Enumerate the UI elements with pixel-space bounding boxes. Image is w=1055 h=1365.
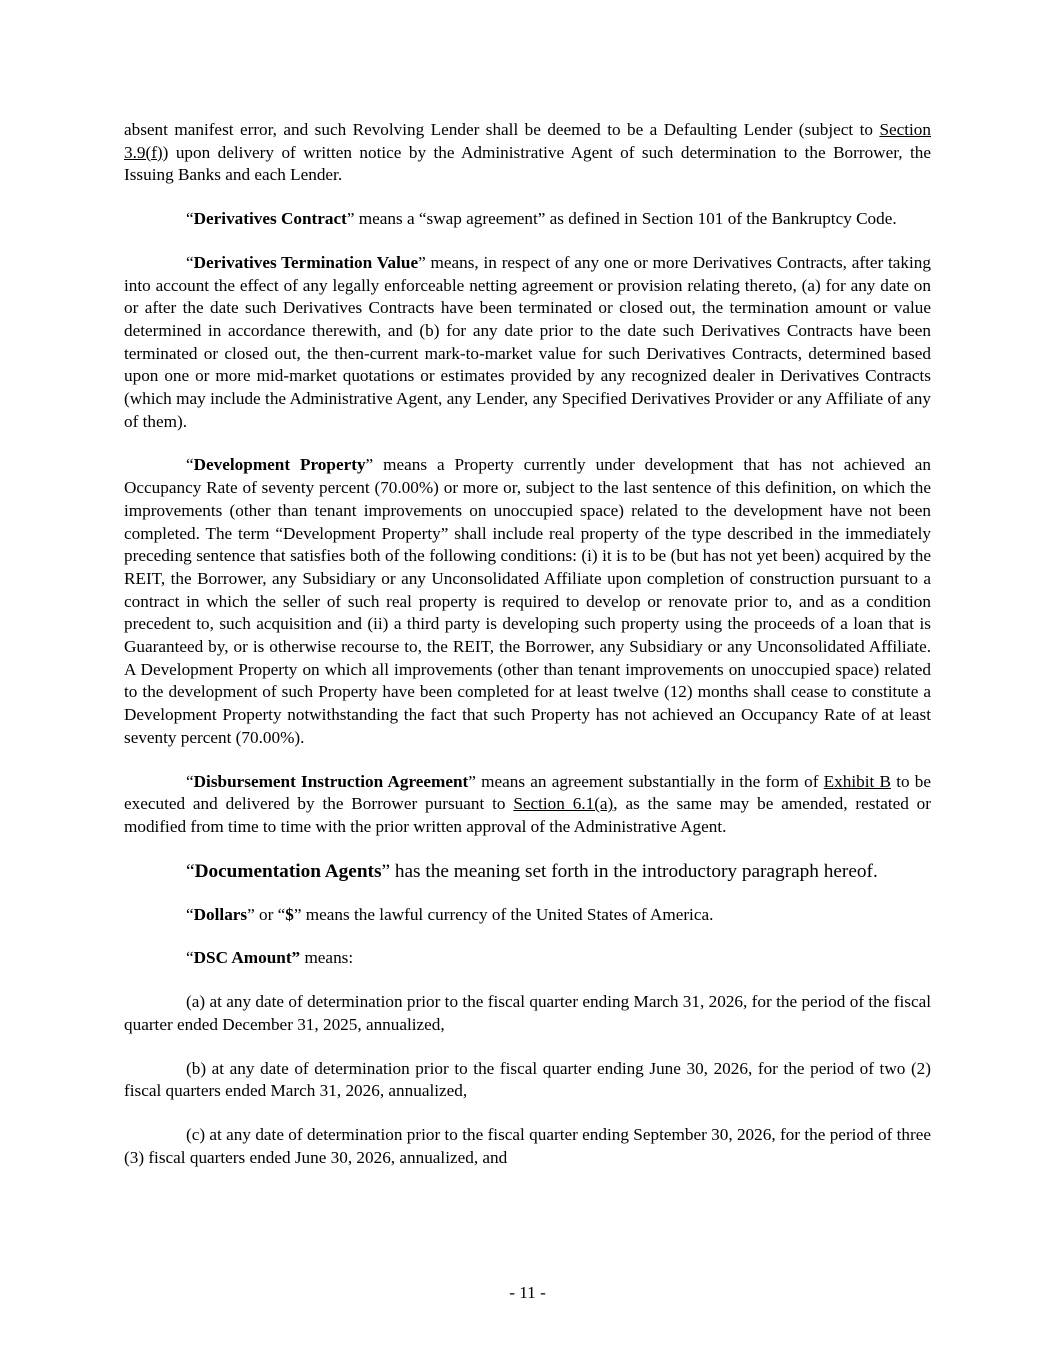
definition-derivatives-contract (124, 208, 931, 231)
definition-derivatives-termination-value (124, 252, 931, 434)
dsc-clause-b: (b) at any date of determination prior to the fiscal quarter ending June 30, 2026, for the period of two (2) fiscal quarters ended March 31, 2026, annualized, (124, 1058, 931, 1101)
document-body (124, 119, 931, 1190)
defined-term: Derivatives Contract (193, 209, 347, 229)
dsc-clause-c: (c) at any date of determination prior to the fiscal quarter ending September 30, 2026, for the period of three (3) fiscal quarters ended June 30, 2026, annualized, and (124, 1124, 931, 1167)
page-number: - 11 - (509, 1283, 546, 1302)
defined-term: Dollars (193, 904, 248, 924)
defined-term: Derivatives Termination Value (193, 252, 419, 272)
definition-development-property (124, 454, 931, 749)
quote: “ (186, 948, 194, 968)
exhibit-link[interactable]: Exhibit B (823, 771, 891, 791)
defined-term: Documentation Agents (194, 860, 382, 882)
definition-text: , as the same may be amended, restated or modified from time to time with the prior written approval of the Administrative Agent. (124, 794, 931, 836)
definition-disbursement-instruction-agreement (124, 771, 931, 839)
text: ” or “ (247, 904, 286, 924)
definition-text: means: (300, 948, 354, 968)
text: absent manifest error, and such Revolving Lender shall be deemed to be a Defaulting Lender (subject to (124, 120, 880, 139)
definition-text: ” means a “swap agreement” as defined in Section 101 of the Bankruptcy Code. (346, 209, 897, 229)
quote: “ (186, 860, 195, 882)
definition-text: ” means an agreement substantially in the form of (468, 771, 824, 791)
dsc-clause-a: (a) at any date of determination prior to the fiscal quarter ending March 31, 2026, for the period of the fiscal quarter ended December 31, 2025, annualized, (124, 992, 931, 1034)
cross-reference-link[interactable]: Section 6.1(a) (513, 794, 614, 814)
paragraph-carryover (124, 119, 931, 187)
text: ) upon delivery of written notice by the Administrative Agent of such determination to the Borrower, the Issuing Banks and each Lender. (124, 142, 931, 185)
definition-text: to be executed and delivered by the Borrower pursuant to (124, 771, 932, 814)
cross-reference-link[interactable]: Section 3.9(f) (124, 120, 931, 162)
defined-term: DSC Amount” (193, 948, 301, 968)
quote: “ (186, 904, 194, 924)
defined-term: Disbursement Instruction Agreement (193, 771, 469, 791)
quote: “ (186, 252, 194, 272)
definition-dollars (124, 904, 931, 927)
definition-text: ” means a Property currently under development that has not achieved an Occupancy Rate of seventy percent (70.00%) or more or, subject to the last sentence of this definition, on which the improvements (other than tenant improvements on unoccupied space) related to the development have not been completed. The term “Development Property” shall include real property of the type described in the immediately preceding sentence that satisfies both of the following conditions: (i) it is to be (but has not yet been) acquired by the REIT, the Borrower, any Subsidiary or any Unconsolidated Affiliate upon completion of construction pursuant to a contract in which the seller of such real property is required to develop or renovate prior to, and as a condition precedent to, such acquisition and (ii) a third party is developing such property using the proceeds of a loan that is Guaranteed by, or is otherwise recourse to, the REIT, the Borrower, any Subsidiary or any Unconsolidated Affiliate. A Development Property on which all improvements (other than tenant improvements on unoccupied space) related to the development of such Property have been completed for at least twelve (12) months shall cease to constitute a Development Property notwithstanding the fact that such Property has not achieved an Occupancy Rate of at least seventy percent (70.00%). (124, 455, 931, 747)
definition-dsc-amount (124, 947, 931, 970)
quote: “ (186, 771, 194, 791)
definition-text: ” has the meaning set forth in the introductory paragraph hereof. (381, 860, 878, 882)
defined-term: Development Property (193, 455, 366, 475)
quote: “ (186, 455, 194, 475)
definition-documentation-agents (124, 860, 931, 884)
quote: “ (186, 209, 194, 229)
definition-text: ” means the lawful currency of the United States of America. (293, 904, 714, 924)
defined-term-symbol: $ (285, 904, 294, 924)
definition-text: ” means, in respect of any one or more Derivatives Contracts, after taking into account the effect of any legally enforceable netting agreement or provision relating thereto, (a) for any date on or after the date such Derivatives Contracts have been terminated or closed out, the termination amount or value determined in accordance therewith, and (b) for any date prior to the date such Derivatives Contracts have been terminated or closed out, the then-current mark-to-market value for such Derivatives Contracts, determined based upon one or more mid-market quotations or estimates provided by any recognized dealer in Derivatives Contracts (which may include the Administrative Agent, any Lender, any Specified Derivatives Provider or any Affiliate of any of them). (124, 252, 931, 431)
